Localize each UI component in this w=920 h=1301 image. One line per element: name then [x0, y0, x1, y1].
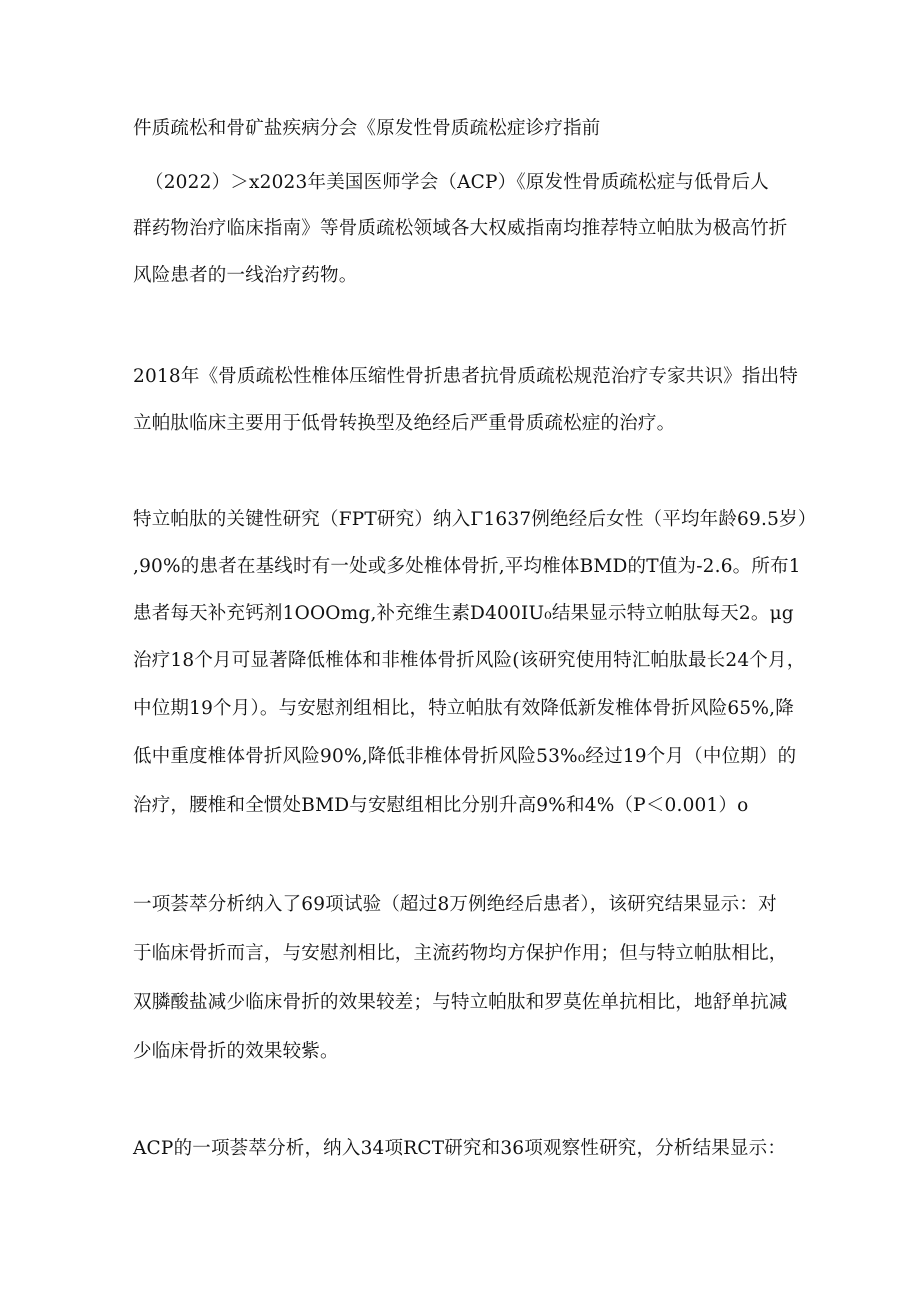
text-line: 群药物治疗临床指南》等骨质疏松领域各大权威指南均推荐特立帕肽为极高竹折: [133, 218, 788, 239]
text-line: 双膦酸盐减少临床骨折的效果较差；与特立帕肽和罗莫佐单抗相比，地舒单抗减: [133, 992, 788, 1013]
text-line: 立帕肽临床主要用于低骨转换型及绝经后严重骨质疏松症的治疗。: [133, 413, 676, 434]
text-line: 一项荟萃分析纳入了69项试验（超过8万例绝经后患者），该研究结果显示：对: [133, 894, 777, 915]
text-line: 治疗，腰椎和全惯处BMD与安慰组相比分别升高9%和4%（P＜0.001）o: [133, 795, 749, 816]
text-line: 少临床骨折的效果较紫。: [133, 1041, 339, 1062]
text-line: ,90%的患者在基线时有一处或多处椎体骨折,平均椎体BMD的T值为-2.6。所布1: [133, 556, 801, 577]
text-line: 特立帕肽的关键性研究（FPT研究）纳入Γ1637例绝经后女性（平均年龄69.5岁）: [133, 509, 817, 530]
text-line: 风险患者的一线治疗药物。: [133, 265, 358, 286]
text-line: ACP的一项荟萃分析，纳入34项RCT研究和36项观察性研究，分析结果显示：: [133, 1138, 787, 1159]
text-line: 于临床骨折而言，与安慰剂相比，主流药物均方保护作用；但与特立帕肽相比，: [133, 943, 788, 964]
text-line: 2018年《骨质疏松性椎体压缩性骨折患者抗骨质疏松规范治疗专家共识》指出特: [133, 366, 798, 387]
text-line: 件质疏松和骨矿盐疾病分会《原发性骨质疏松症诊疗指前: [133, 118, 601, 139]
text-line: 治疗18个月可显著降低椎体和非椎体骨折风险(该研究使用特汇帕肽最长24个月，: [133, 650, 806, 671]
text-line: 中位期19个月）。与安慰剂组相比，特立帕肽有效降低新发椎体骨折风险65%,降: [133, 698, 794, 719]
text-line: （2022）＞x2023年美国医师学会（ACP）《原发性骨质疏松症与低骨后人: [145, 172, 769, 193]
text-line: 患者每天补充钙剂1OOOmg,补充维生素D400IU₀结果显示特立帕肽每天2。μg: [133, 603, 794, 624]
text-line: 低中重度椎体骨折风险90%,降低非椎体骨折风险53%₀经过19个月（中位期）的: [133, 746, 797, 767]
